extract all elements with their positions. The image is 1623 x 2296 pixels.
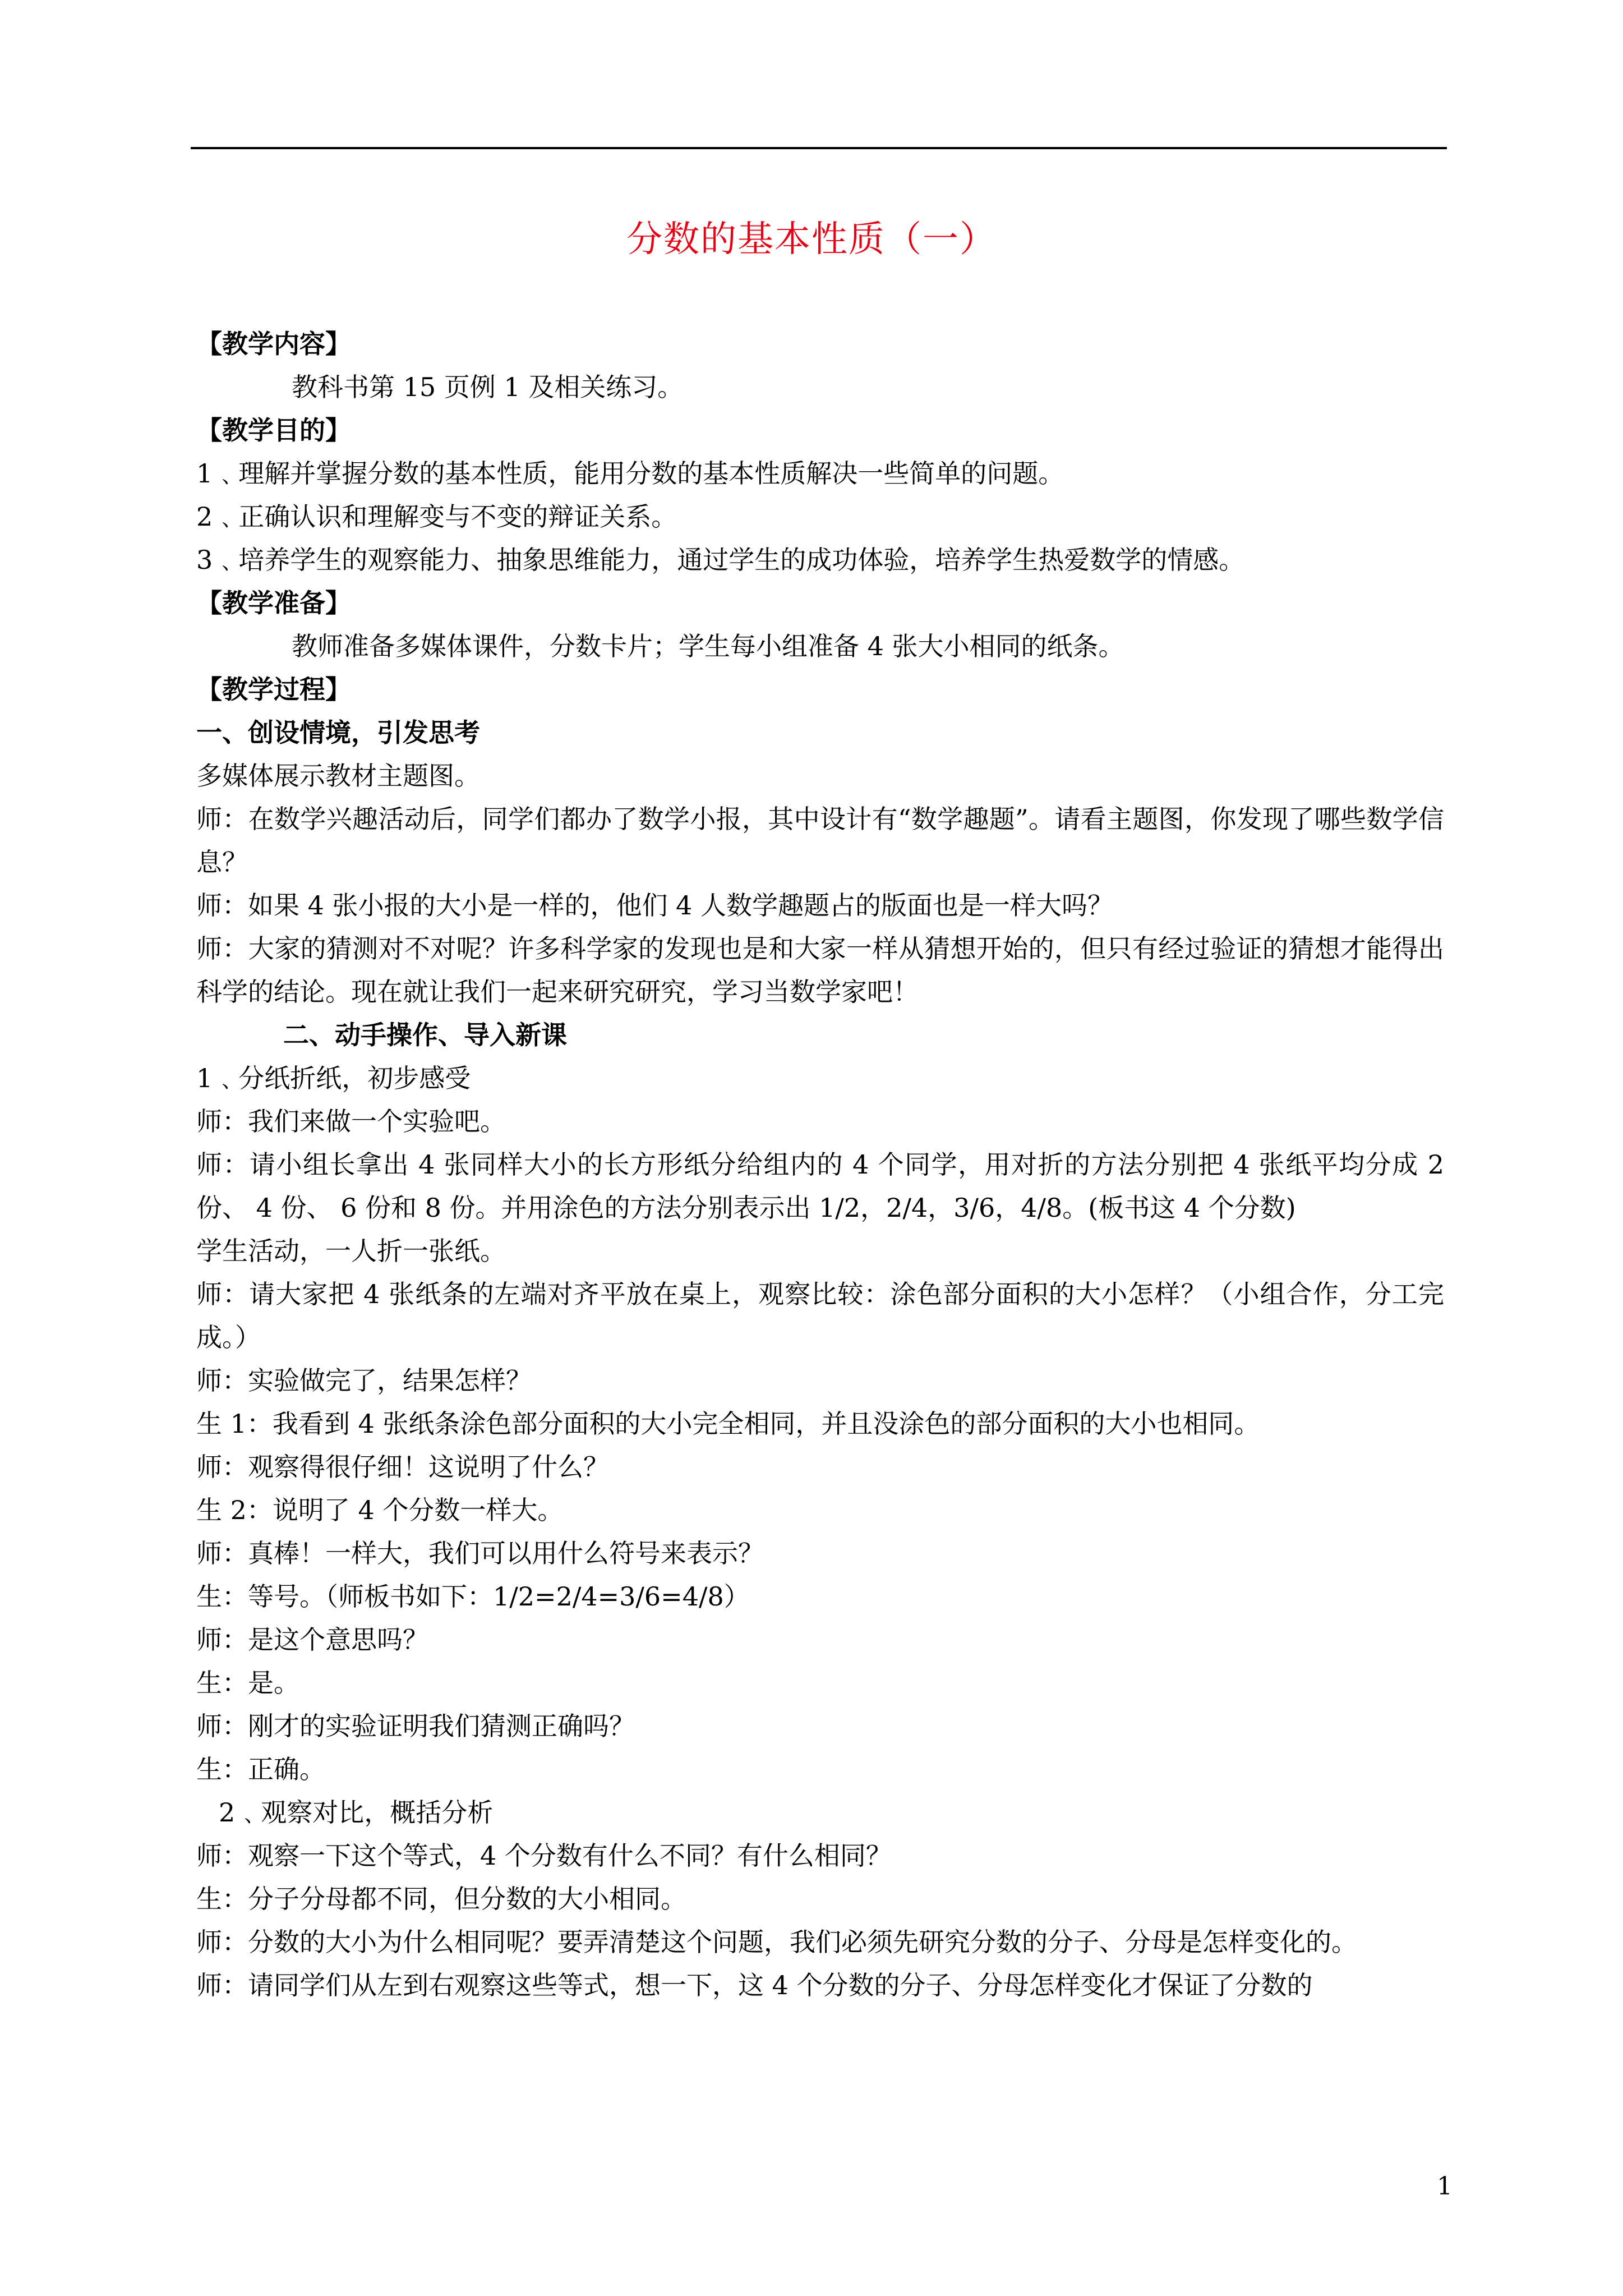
document-line: 2﹑观察对比，概括分析 <box>219 1797 494 1828</box>
document-line: 1﹑理解并掌握分数的基本性质，能用分数的基本性质解决一些简单的问题。 <box>196 458 1064 489</box>
document-line: 师：我们来做一个实验吧。 <box>196 1106 506 1137</box>
document-line: 教师准备多媒体课件，分数卡片；学生每小组准备 4 张大小相同的纸条。 <box>292 631 1124 661</box>
document-line: 生：是。 <box>196 1668 299 1698</box>
document-line: 师：观察得很仔细！这说明了什么？ <box>196 1452 609 1482</box>
document-line: 【教学准备】 <box>196 588 351 618</box>
header-rule <box>191 147 1447 149</box>
document-line: 多媒体展示教材主题图。 <box>196 761 480 791</box>
document-line: 师：请小组长拿出 4 张同样大小的长方形纸分给组内的 4 个同学，用对折的方法分别把 4 张纸平均分成 2 份、 4 份、 6 份和 8 份。并用涂色的方法分别表示出 1/2，2/4，3/6，4/8。(板书这 4 个分数) <box>196 1149 1444 1223</box>
document-line: 1﹑分纸折纸，初步感受 <box>196 1063 471 1093</box>
document-line: 学生活动，一人折一张纸。 <box>196 1236 506 1266</box>
document-line: 师：实验做完了，结果怎样？ <box>196 1365 532 1396</box>
document-line: 生：等号。（师板书如下：1/2=2/4=3/6=4/8） <box>196 1581 750 1612</box>
document-line: 二、动手操作、导入新课 <box>283 1020 567 1050</box>
document-line: 【教学目的】 <box>196 415 351 445</box>
document-line: 师：是这个意思吗？ <box>196 1625 428 1655</box>
document-line: 师：在数学兴趣活动后，同学们都办了数学小报，其中设计有“数学趣题”。请看主题图，你发现了哪些数学信息？ <box>196 804 1444 877</box>
document-line: 3﹑培养学生的观察能力、抽象思维能力，通过学生的成功体验，培养学生热爱数学的情感。 <box>196 545 1245 575</box>
document-line: 生：分子分母都不同，但分数的大小相同。 <box>196 1884 686 1914</box>
document-line: 生：正确。 <box>196 1754 325 1784</box>
document-line: 师：刚才的实验证明我们猜测正确吗？ <box>196 1711 635 1741</box>
document-body <box>196 323 1444 2007</box>
document-line: 师：真棒！一样大，我们可以用什么符号来表示？ <box>196 1538 764 1568</box>
document-line: 生 2：说明了 4 个分数一样大。 <box>196 1495 564 1525</box>
page-number: 1 <box>1437 2172 1453 2201</box>
document-line: 2﹑正确认识和理解变与不变的辩证关系。 <box>196 501 677 532</box>
document-line: 师：如果 4 张小报的大小是一样的，他们 4 人数学趣题占的版面也是一样大吗？ <box>196 890 1114 921</box>
document-line: 教科书第 15 页例 1 及相关练习。 <box>292 372 684 402</box>
document-line: 【教学内容】 <box>196 329 351 359</box>
document-line: 师：请同学们从左到右观察这些等式，想一下，这 4 个分数的分子、分母怎样变化才保证了分数的 <box>196 1970 1313 2000</box>
document-line: 师：大家的猜测对不对呢？许多科学家的发现也是和大家一样从猜想开始的，但只有经过验证的猜想才能得出科学的结论。现在就让我们一起来研究研究，学习当数学家吧！ <box>196 933 1444 1007</box>
document-line: 一、创设情境，引发思考 <box>196 717 480 748</box>
document-line: 【教学过程】 <box>196 674 351 705</box>
document-title: 分数的基本性质（一） <box>626 219 997 260</box>
document-line: 师：请大家把 4 张纸条的左端对齐平放在桌上，观察比较：涂色部分面积的大小怎样？（小组合作，分工完成。） <box>196 1279 1444 1352</box>
document-line: 师：观察一下这个等式，4 个分数有什么不同？有什么相同？ <box>196 1841 892 1871</box>
document-line: 师：分数的大小为什么相同呢？要弄清楚这个问题，我们必须先研究分数的分子、分母是怎样变化的。 <box>196 1927 1357 1957</box>
document-line: 生 1：我看到 4 张纸条涂色部分面积的大小完全相同，并且没涂色的部分面积的大小也相同。 <box>196 1409 1260 1439</box>
